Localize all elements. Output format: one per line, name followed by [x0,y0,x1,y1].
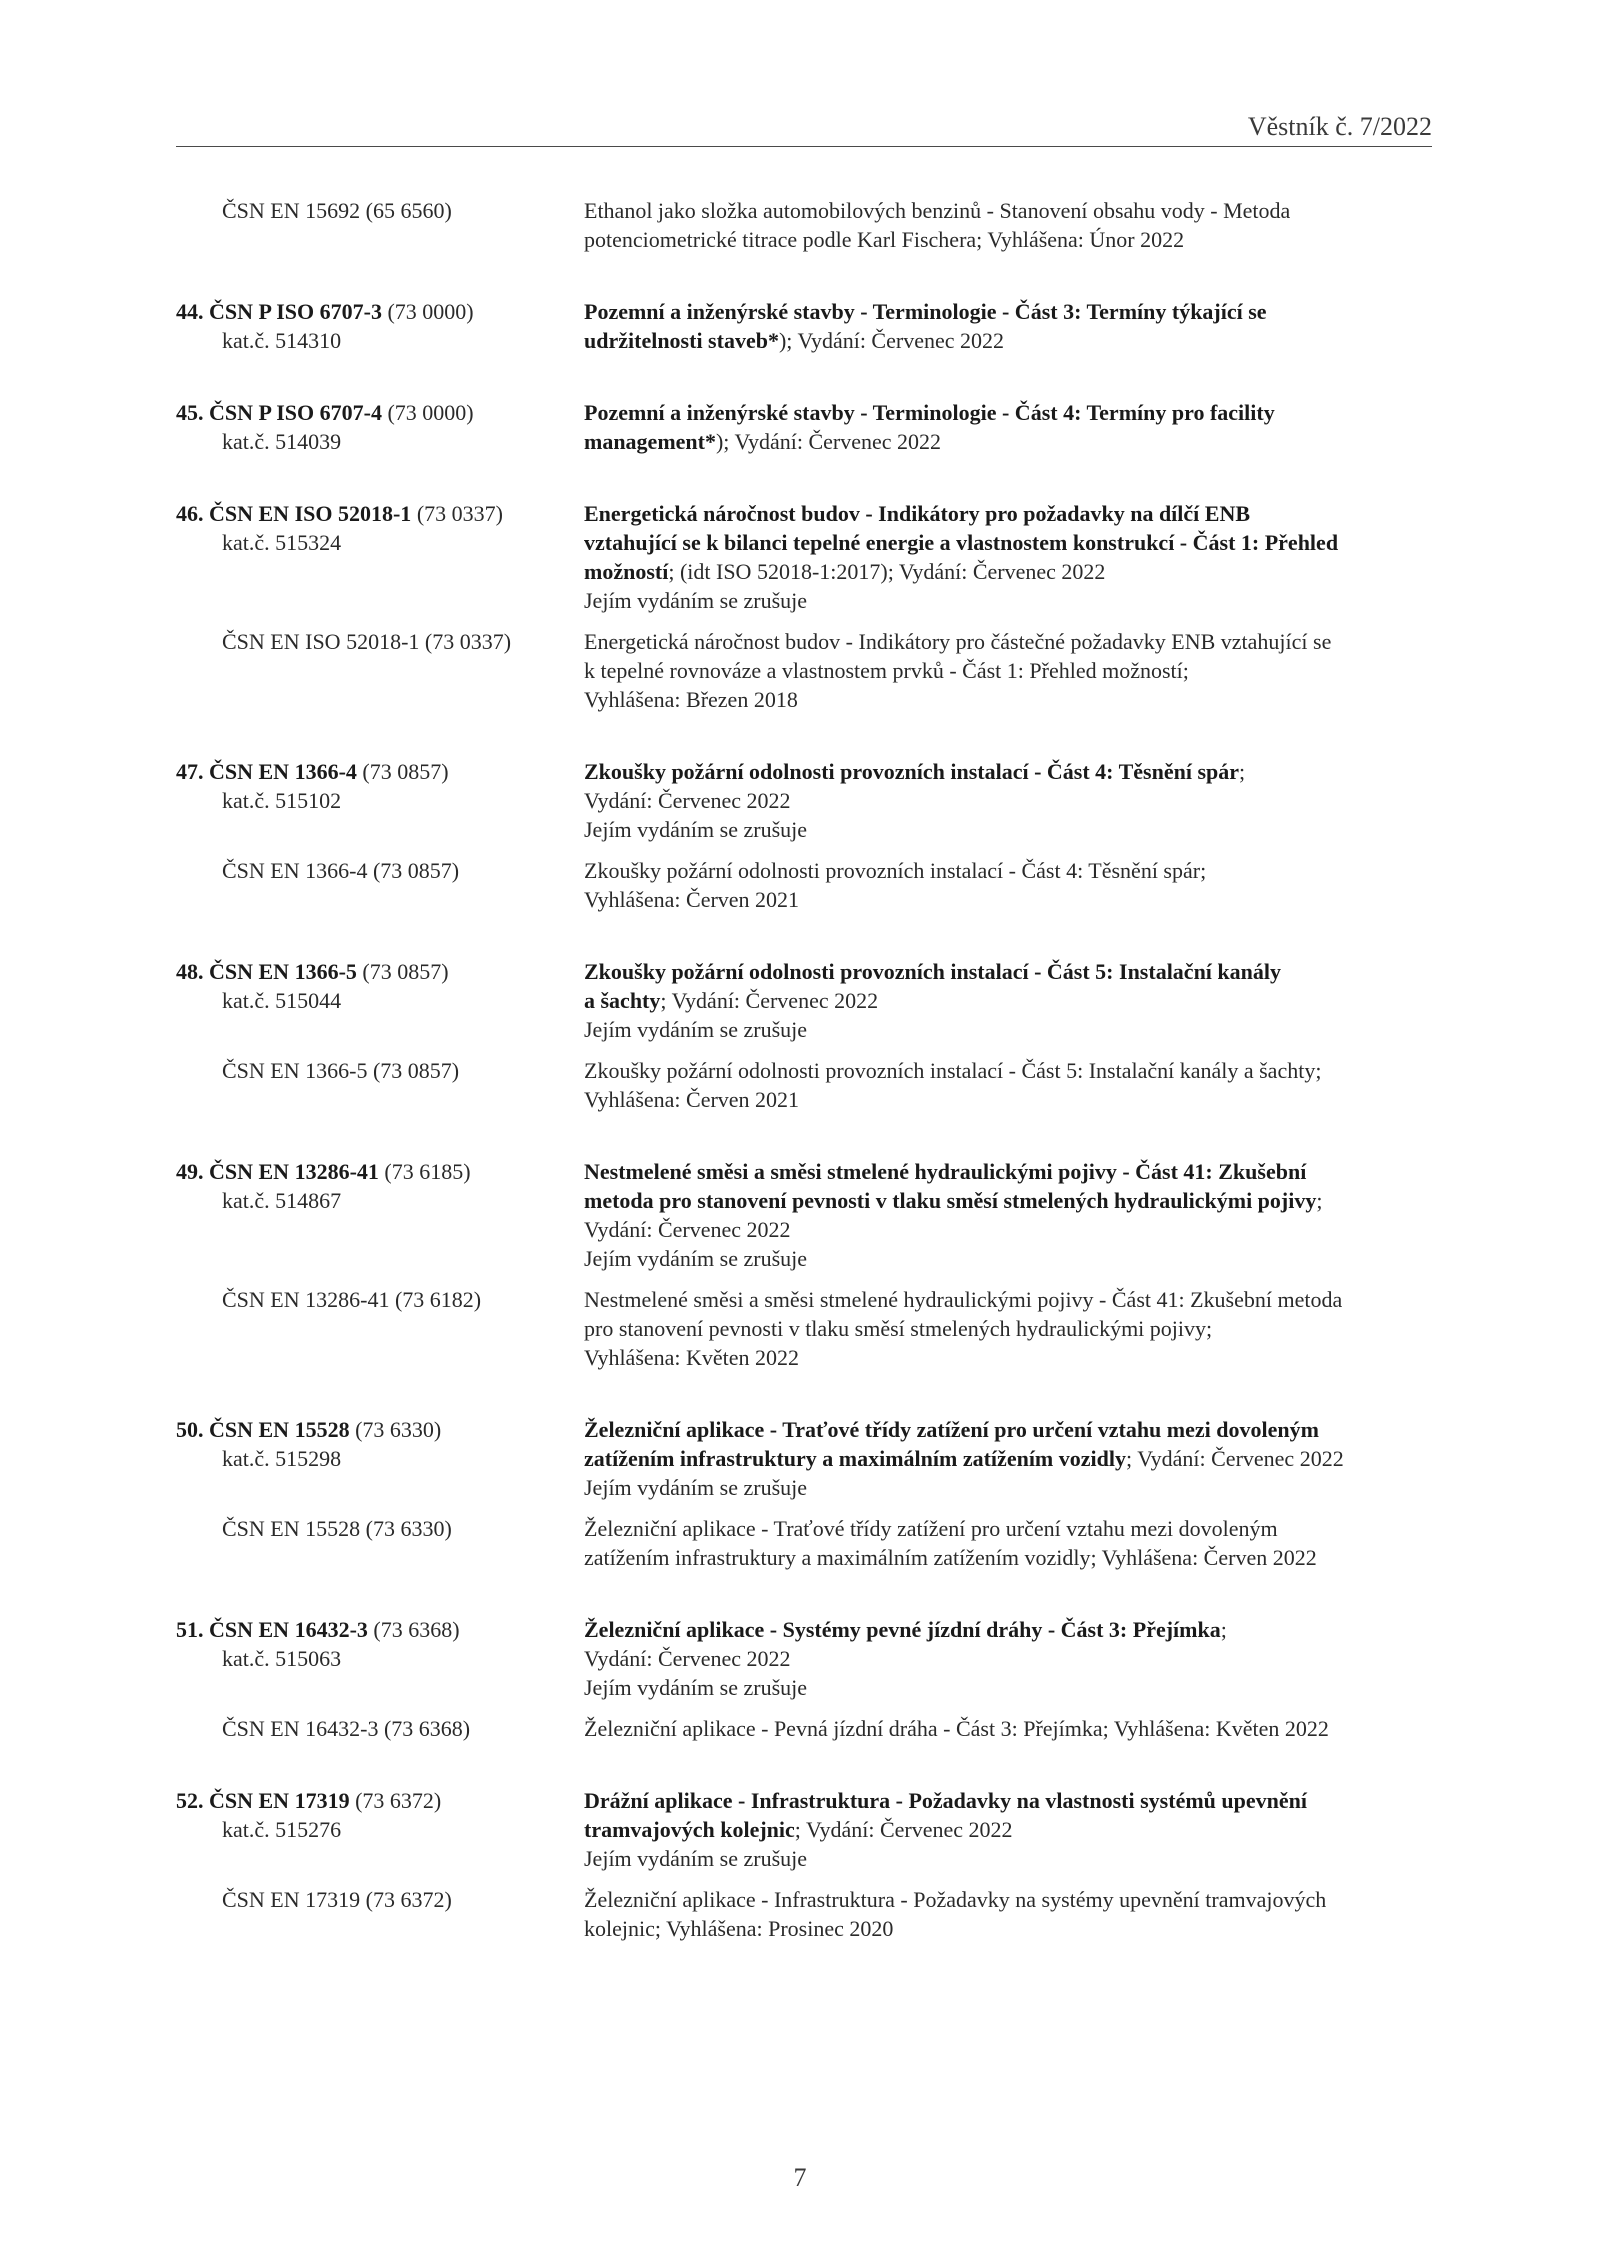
replaced-standard-text: Železniční aplikace - Traťové třídy zatížení pro určení vztahu mezi dovoleným [584,1516,1278,1541]
supersedes-note: Jejím vydáním se zrušuje [584,1846,808,1871]
entry-number: 44. [176,299,204,324]
standard-entry-47 [176,757,1432,914]
replaced-standard-text: Zkoušky požární odolnosti provozních instalací - Část 5: Instalační kanály a šachty; [584,1058,1322,1083]
standard-title: zatížením infrastruktury a maximálním zatížením vozidly [584,1446,1126,1471]
replaced-standard-text: Vyhlášena: Červen 2021 [584,887,800,912]
standard-title: Zkoušky požární odolnosti provozních instalací - Část 5: Instalační kanály [584,959,1281,984]
classification-code: (73 6185) [378,1159,471,1184]
standard-code: ČSN EN 13286-41 [209,1159,379,1184]
issue-info: ; Vydání: Červenec 2022 [1125,1446,1344,1471]
standard-entry-48 [176,957,1432,1114]
standard-title: Železniční aplikace - Systémy pevné jízdní dráhy - Část 3: Přejímka [584,1617,1221,1642]
supersedes-note: Jejím vydáním se zrušuje [584,588,808,613]
replaced-standard-code: ČSN EN 13286-41 (73 6182) [222,1287,482,1312]
catalog-number: kat.č. 515044 [222,988,342,1013]
standard-title: Zkoušky požární odolnosti provozních instalací - Část 4: Těsnění spár [584,759,1240,784]
issue-info: ; [1239,759,1246,784]
standard-entry-50 [176,1415,1432,1572]
classification-code: (73 0857) [356,759,449,784]
entry-number: 49. [176,1159,204,1184]
standard-entry-44 [176,297,1432,355]
replaced-standard-text: pro stanovení pevnosti v tlaku směsí stmelených hydraulickými pojivy; [584,1316,1213,1341]
standard-title: udržitelnosti staveb* [584,328,779,353]
standard-title: vztahující se k bilanci tepelné energie a vlastnostem konstrukcí - Část 1: Přehled [584,530,1339,555]
classification-code: (73 0857) [356,959,449,984]
issue-info: ; [1220,1617,1227,1642]
standard-title: management* [584,429,716,454]
classification-code: (73 6368) [367,1617,460,1642]
issue-info: ; Vydání: Červenec 2022 [794,1817,1013,1842]
replaced-standard-text: Železniční aplikace - Infrastruktura - Požadavky na systémy upevnění tramvajových [584,1887,1327,1912]
catalog-number: kat.č. 514310 [222,328,342,353]
standard-entry-46 [176,499,1432,714]
standard-entry-49 [176,1157,1432,1372]
standard-code: ČSN P ISO 6707-3 [209,299,382,324]
entry-number: 48. [176,959,204,984]
issue-date: Vydání: Červenec 2022 [584,1646,791,1671]
entry-number: 47. [176,759,204,784]
entry-number: 52. [176,1788,204,1813]
supersedes-note: Jejím vydáním se zrušuje [584,1246,808,1271]
standard-entry-51 [176,1615,1432,1743]
standard-entry-45 [176,398,1432,456]
replaced-standard-row [176,856,1432,914]
standard-title: metoda pro stanovení pevnosti v tlaku směsí stmelených hydraulickými pojivy [584,1188,1317,1213]
page-number: 7 [793,2163,807,2192]
catalog-number: kat.č. 515298 [222,1446,342,1471]
classification-code: (73 0000) [381,400,474,425]
standard-title: Pozemní a inženýrské stavby - Terminologie - Část 3: Termíny týkající se [584,299,1267,324]
replaced-standard-code: ČSN EN 1366-4 (73 0857) [222,858,460,883]
replaced-standard-row [176,1514,1432,1572]
replaced-standard-text: zatížením infrastruktury a maximálním zatížením vozidly; Vyhlášena: Červen 2022 [584,1545,1317,1570]
replaced-standard-code: ČSN EN 16432-3 (73 6368) [222,1716,471,1741]
replaced-standard-text: Železniční aplikace - Pevná jízdní dráha - Část 3: Přejímka; Vyhlášena: Květen 2022 [584,1716,1329,1741]
issue-info: ); Vydání: Červenec 2022 [778,328,1004,353]
replaced-standard-code: ČSN EN ISO 52018-1 (73 0337) [222,629,512,654]
replaced-standard-row [176,1885,1432,1943]
replaced-standard-code: ČSN EN 15692 (65 6560) [222,198,452,223]
issue-date: Vydání: Červenec 2022 [584,788,791,813]
standard-code: ČSN EN 15528 [209,1417,350,1442]
replaced-standard-text: Vyhlášena: Březen 2018 [584,687,798,712]
catalog-number: kat.č. 515324 [222,530,342,555]
catalog-number: kat.č. 514039 [222,429,342,454]
replaced-standard-code: ČSN EN 15528 (73 6330) [222,1516,452,1541]
standard-title: Nestmelené směsi a směsi stmelené hydraulickými pojivy - Část 41: Zkušební [584,1159,1307,1184]
catalog-number: kat.č. 515063 [222,1646,342,1671]
issue-info: ; [1316,1188,1323,1213]
issue-info: ); Vydání: Červenec 2022 [715,429,942,454]
catalog-number: kat.č. 515102 [222,788,342,813]
replaced-standard-text: Zkoušky požární odolnosti provozních instalací - Část 4: Těsnění spár; [584,858,1207,883]
entry-number: 46. [176,501,204,526]
continuation-entry [176,196,1432,254]
replaced-standard-row [176,1056,1432,1114]
page-header-title: Věstník č. 7/2022 [1247,112,1432,141]
catalog-number: kat.č. 515276 [222,1817,342,1842]
supersedes-note: Jejím vydáním se zrušuje [584,817,808,842]
replaced-standard-text: potenciometrické titrace podle Karl Fischera; Vyhlášena: Únor 2022 [584,227,1185,252]
supersedes-note: Jejím vydáním se zrušuje [584,1017,808,1042]
header-divider [176,146,1432,147]
replaced-standard-text: Ethanol jako složka automobilových benzinů - Stanovení obsahu vody - Metoda [584,198,1291,223]
replaced-standard-code: ČSN EN 17319 (73 6372) [222,1887,452,1912]
replaced-standard-text: Nestmelené směsi a směsi stmelené hydraulickými pojivy - Část 41: Zkušební metoda [584,1287,1343,1312]
issue-info: ; (idt ISO 52018-1:2017); Vydání: Červenec 2022 [668,559,1106,584]
standard-code: ČSN P ISO 6707-4 [209,400,382,425]
replaced-standard-code: ČSN EN 1366-5 (73 0857) [222,1058,460,1083]
standard-title: tramvajových kolejnic [584,1817,795,1842]
standard-code: ČSN EN 1366-5 [209,959,357,984]
supersedes-note: Jejím vydáním se zrušuje [584,1475,808,1500]
classification-code: (73 0337) [411,501,503,526]
classification-code: (73 0000) [381,299,474,324]
standard-title: Pozemní a inženýrské stavby - Terminologie - Část 4: Termíny pro facility [584,400,1275,425]
issue-info: ; Vydání: Červenec 2022 [660,988,879,1013]
entry-number: 45. [176,400,204,425]
replaced-standard-text: Vyhlášena: Květen 2022 [584,1345,800,1370]
standard-title: Drážní aplikace - Infrastruktura - Požadavky na vlastnosti systémů upevnění [584,1788,1307,1813]
supersedes-note: Jejím vydáním se zrušuje [584,1675,808,1700]
standard-code: ČSN EN 17319 [209,1788,350,1813]
standards-list [176,196,1432,1986]
replaced-standard-text: kolejnic; Vyhlášena: Prosinec 2020 [584,1916,894,1941]
standard-title: a šachty [584,988,661,1013]
classification-code: (73 6372) [349,1788,442,1813]
standard-title: Energetická náročnost budov - Indikátory pro požadavky na dílčí ENB [584,501,1251,526]
standard-code: ČSN EN ISO 52018-1 [209,501,412,526]
standard-title: možností [584,559,669,584]
replaced-standard-row [176,1714,1432,1743]
standard-code: ČSN EN 1366-4 [209,759,357,784]
classification-code: (73 6330) [349,1417,442,1442]
replaced-standard-text: k tepelné rovnováze a vlastnostem prvků - Část 1: Přehled možností; [584,658,1189,683]
replaced-standard-text: Energetická náročnost budov - Indikátory pro částečné požadavky ENB vztahující se [584,629,1332,654]
standard-entry-52 [176,1786,1432,1943]
entry-number: 51. [176,1617,204,1642]
replaced-standard-row [176,627,1432,714]
replaced-standard-row [176,196,1432,254]
standard-code: ČSN EN 16432-3 [209,1617,368,1642]
replaced-standard-text: Vyhlášena: Červen 2021 [584,1087,800,1112]
standard-title: Železniční aplikace - Traťové třídy zatížení pro určení vztahu mezi dovoleným [584,1417,1319,1442]
entry-number: 50. [176,1417,204,1442]
issue-date: Vydání: Červenec 2022 [584,1217,791,1242]
replaced-standard-row [176,1285,1432,1372]
catalog-number: kat.č. 514867 [222,1188,342,1213]
